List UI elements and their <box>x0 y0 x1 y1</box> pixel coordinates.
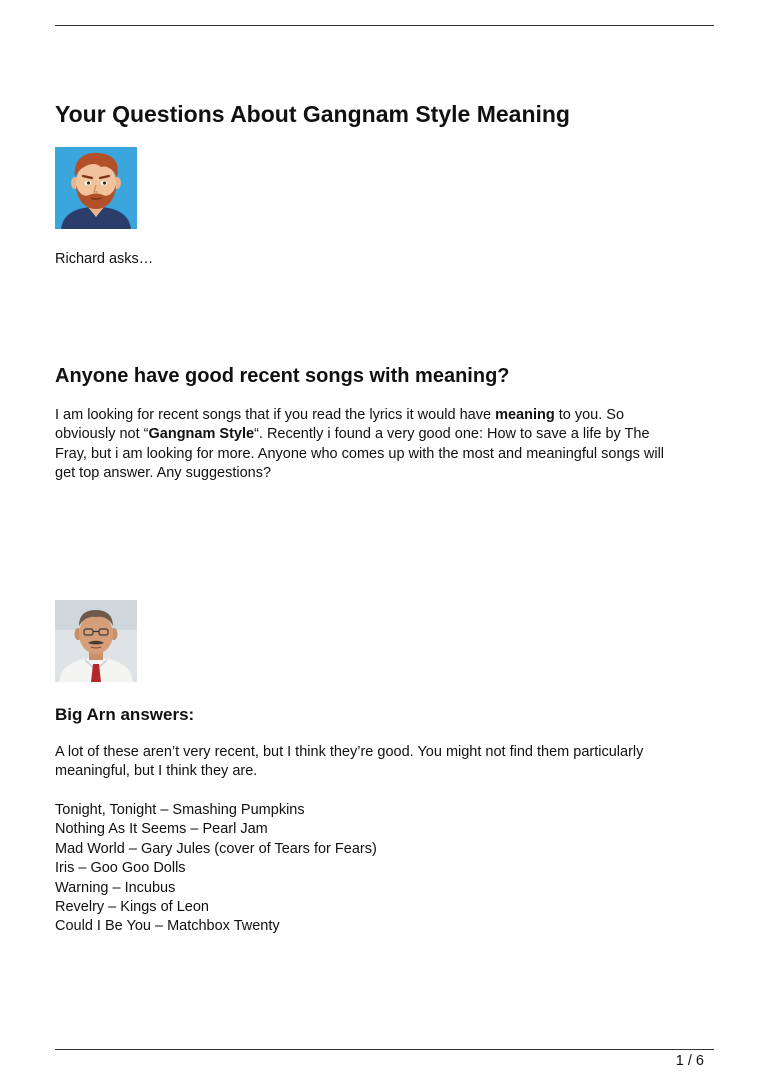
song-item: Nothing As It Seems – Pearl Jam <box>55 821 268 838</box>
question-keyword: Gangnam Style <box>148 426 255 443</box>
page-title: Your Questions About Gangnam Style Meaning <box>55 101 570 127</box>
question-body <box>55 406 725 484</box>
song-item: Tonight, Tonight – Smashing Pumpkins <box>55 802 305 818</box>
song-item: Warning – Incubus <box>55 879 176 896</box>
song-item: Revelry – Kings of Leon <box>55 899 209 916</box>
question-body-line-1 <box>55 406 725 425</box>
answerer-avatar <box>55 600 137 682</box>
question-title: Anyone have good recent songs with meaning? <box>55 365 510 387</box>
song-list <box>55 801 377 937</box>
question-text: to you. So <box>554 407 625 423</box>
question-text: obviously not “ <box>55 426 149 443</box>
answer-intro-line-1: A lot of these aren’t very recent, but I think they’re good. You might not find them particularly <box>55 744 644 760</box>
question-text: I am looking for recent songs that if you read the lyrics it would have <box>55 407 496 423</box>
song-item: Could I Be You – Matchbox Twenty <box>55 918 280 935</box>
question-body-line-4: get top answer. Any suggestions? <box>55 465 272 482</box>
asker-avatar <box>55 147 137 229</box>
header-rule <box>55 25 714 26</box>
question-body-line-2 <box>55 425 725 444</box>
song-item: Mad World – Gary Jules (cover of Tears for Fears) <box>55 840 377 857</box>
question-body-line-3: Fray, but i am looking for more. Anyone who comes up with the most and meaningful songs will <box>55 445 665 462</box>
question-keyword: meaning <box>495 407 555 423</box>
answer-intro-line-2: meaningful, but I think they are. <box>55 763 258 780</box>
song-item: Iris – Goo Goo Dolls <box>55 860 186 877</box>
asker-label: Richard asks… <box>55 251 154 267</box>
answer-intro <box>55 743 643 782</box>
answerer-label: Big Arn answers: <box>55 705 195 724</box>
page-number: 1 / 6 <box>675 1053 704 1069</box>
footer-rule <box>55 1049 714 1050</box>
question-text: “. Recently i found a very good one: How to save a life by The <box>254 426 650 443</box>
